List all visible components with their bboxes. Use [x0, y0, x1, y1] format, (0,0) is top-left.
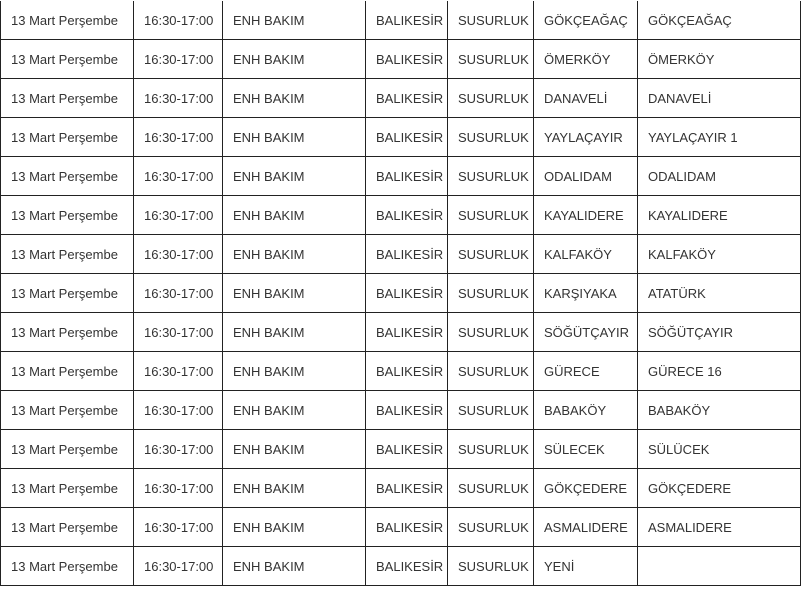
date-cell: 13 Mart Perşembe: [1, 430, 134, 469]
date-cell: 13 Mart Perşembe: [1, 1, 134, 40]
neighborhood-cell: YAYLAÇAYIR: [534, 118, 638, 157]
district-cell: SUSURLUK: [448, 118, 534, 157]
province-cell: BALIKESİR: [366, 469, 448, 508]
district-cell: SUSURLUK: [448, 352, 534, 391]
table-row: [1, 157, 801, 196]
work-type-cell: ENH BAKIM: [223, 157, 366, 196]
work-type-cell: ENH BAKIM: [223, 508, 366, 547]
time-cell: 16:30-17:00: [134, 235, 223, 274]
work-type-cell: ENH BAKIM: [223, 391, 366, 430]
district-cell: SUSURLUK: [448, 274, 534, 313]
district-cell: SUSURLUK: [448, 79, 534, 118]
street-cell: ATATÜRK: [638, 274, 801, 313]
neighborhood-cell: ODALIDAM: [534, 157, 638, 196]
table-row: [1, 391, 801, 430]
work-type-cell: ENH BAKIM: [223, 352, 366, 391]
neighborhood-cell: ASMALIDERE: [534, 508, 638, 547]
district-cell: SUSURLUK: [448, 547, 534, 586]
neighborhood-cell: GÖKÇEDERE: [534, 469, 638, 508]
province-cell: BALIKESİR: [366, 313, 448, 352]
date-cell: 13 Mart Perşembe: [1, 40, 134, 79]
district-cell: SUSURLUK: [448, 430, 534, 469]
district-cell: SUSURLUK: [448, 235, 534, 274]
street-cell: [638, 547, 801, 586]
neighborhood-cell: ÖMERKÖY: [534, 40, 638, 79]
street-cell: DANAVELİ: [638, 79, 801, 118]
province-cell: BALIKESİR: [366, 547, 448, 586]
work-type-cell: ENH BAKIM: [223, 1, 366, 40]
neighborhood-cell: KALFAKÖY: [534, 235, 638, 274]
table-row: [1, 118, 801, 157]
date-cell: 13 Mart Perşembe: [1, 274, 134, 313]
neighborhood-cell: SÜLECEK: [534, 430, 638, 469]
time-cell: 16:30-17:00: [134, 352, 223, 391]
province-cell: BALIKESİR: [366, 391, 448, 430]
date-cell: 13 Mart Perşembe: [1, 547, 134, 586]
work-type-cell: ENH BAKIM: [223, 79, 366, 118]
province-cell: BALIKESİR: [366, 196, 448, 235]
province-cell: BALIKESİR: [366, 79, 448, 118]
street-cell: YAYLAÇAYIR 1: [638, 118, 801, 157]
street-cell: SÖĞÜTÇAYIR: [638, 313, 801, 352]
date-cell: 13 Mart Perşembe: [1, 79, 134, 118]
work-type-cell: ENH BAKIM: [223, 469, 366, 508]
district-cell: SUSURLUK: [448, 196, 534, 235]
district-cell: SUSURLUK: [448, 313, 534, 352]
district-cell: SUSURLUK: [448, 157, 534, 196]
date-cell: 13 Mart Perşembe: [1, 469, 134, 508]
date-cell: 13 Mart Perşembe: [1, 313, 134, 352]
table-row: [1, 547, 801, 586]
street-cell: ASMALIDERE: [638, 508, 801, 547]
neighborhood-cell: KARŞIYAKA: [534, 274, 638, 313]
time-cell: 16:30-17:00: [134, 274, 223, 313]
neighborhood-cell: GÖKÇEAĞAÇ: [534, 1, 638, 40]
time-cell: 16:30-17:00: [134, 79, 223, 118]
table-row: [1, 40, 801, 79]
street-cell: GÜRECE 16: [638, 352, 801, 391]
province-cell: BALIKESİR: [366, 352, 448, 391]
province-cell: BALIKESİR: [366, 508, 448, 547]
table-row: [1, 79, 801, 118]
time-cell: 16:30-17:00: [134, 430, 223, 469]
time-cell: 16:30-17:00: [134, 118, 223, 157]
work-type-cell: ENH BAKIM: [223, 547, 366, 586]
table-row: [1, 469, 801, 508]
time-cell: 16:30-17:00: [134, 313, 223, 352]
district-cell: SUSURLUK: [448, 469, 534, 508]
neighborhood-cell: SÖĞÜTÇAYIR: [534, 313, 638, 352]
province-cell: BALIKESİR: [366, 274, 448, 313]
table-row: [1, 235, 801, 274]
street-cell: ÖMERKÖY: [638, 40, 801, 79]
time-cell: 16:30-17:00: [134, 469, 223, 508]
date-cell: 13 Mart Perşembe: [1, 391, 134, 430]
province-cell: BALIKESİR: [366, 157, 448, 196]
work-type-cell: ENH BAKIM: [223, 196, 366, 235]
province-cell: BALIKESİR: [366, 118, 448, 157]
neighborhood-cell: YENİ: [534, 547, 638, 586]
street-cell: GÖKÇEAĞAÇ: [638, 1, 801, 40]
work-type-cell: ENH BAKIM: [223, 118, 366, 157]
work-type-cell: ENH BAKIM: [223, 40, 366, 79]
district-cell: SUSURLUK: [448, 391, 534, 430]
neighborhood-cell: GÜRECE: [534, 352, 638, 391]
street-cell: KALFAKÖY: [638, 235, 801, 274]
street-cell: ODALIDAM: [638, 157, 801, 196]
street-cell: KAYALIDERE: [638, 196, 801, 235]
table-row: [1, 1, 801, 40]
table-row: [1, 352, 801, 391]
time-cell: 16:30-17:00: [134, 391, 223, 430]
work-type-cell: ENH BAKIM: [223, 235, 366, 274]
table-row: [1, 274, 801, 313]
outage-schedule-table: [0, 1, 801, 586]
table-row: [1, 430, 801, 469]
table-row: [1, 508, 801, 547]
time-cell: 16:30-17:00: [134, 547, 223, 586]
table-row: [1, 196, 801, 235]
street-cell: BABAKÖY: [638, 391, 801, 430]
table-row: [1, 313, 801, 352]
date-cell: 13 Mart Perşembe: [1, 352, 134, 391]
neighborhood-cell: KAYALIDERE: [534, 196, 638, 235]
district-cell: SUSURLUK: [448, 40, 534, 79]
table-body: [1, 1, 801, 586]
date-cell: 13 Mart Perşembe: [1, 118, 134, 157]
street-cell: SÜLÜCEK: [638, 430, 801, 469]
time-cell: 16:30-17:00: [134, 1, 223, 40]
time-cell: 16:30-17:00: [134, 40, 223, 79]
province-cell: BALIKESİR: [366, 40, 448, 79]
district-cell: SUSURLUK: [448, 1, 534, 40]
district-cell: SUSURLUK: [448, 508, 534, 547]
province-cell: BALIKESİR: [366, 430, 448, 469]
street-cell: GÖKÇEDERE: [638, 469, 801, 508]
neighborhood-cell: BABAKÖY: [534, 391, 638, 430]
date-cell: 13 Mart Perşembe: [1, 508, 134, 547]
date-cell: 13 Mart Perşembe: [1, 235, 134, 274]
province-cell: BALIKESİR: [366, 1, 448, 40]
neighborhood-cell: DANAVELİ: [534, 79, 638, 118]
work-type-cell: ENH BAKIM: [223, 430, 366, 469]
time-cell: 16:30-17:00: [134, 508, 223, 547]
province-cell: BALIKESİR: [366, 235, 448, 274]
time-cell: 16:30-17:00: [134, 157, 223, 196]
work-type-cell: ENH BAKIM: [223, 313, 366, 352]
date-cell: 13 Mart Perşembe: [1, 196, 134, 235]
date-cell: 13 Mart Perşembe: [1, 157, 134, 196]
work-type-cell: ENH BAKIM: [223, 274, 366, 313]
time-cell: 16:30-17:00: [134, 196, 223, 235]
